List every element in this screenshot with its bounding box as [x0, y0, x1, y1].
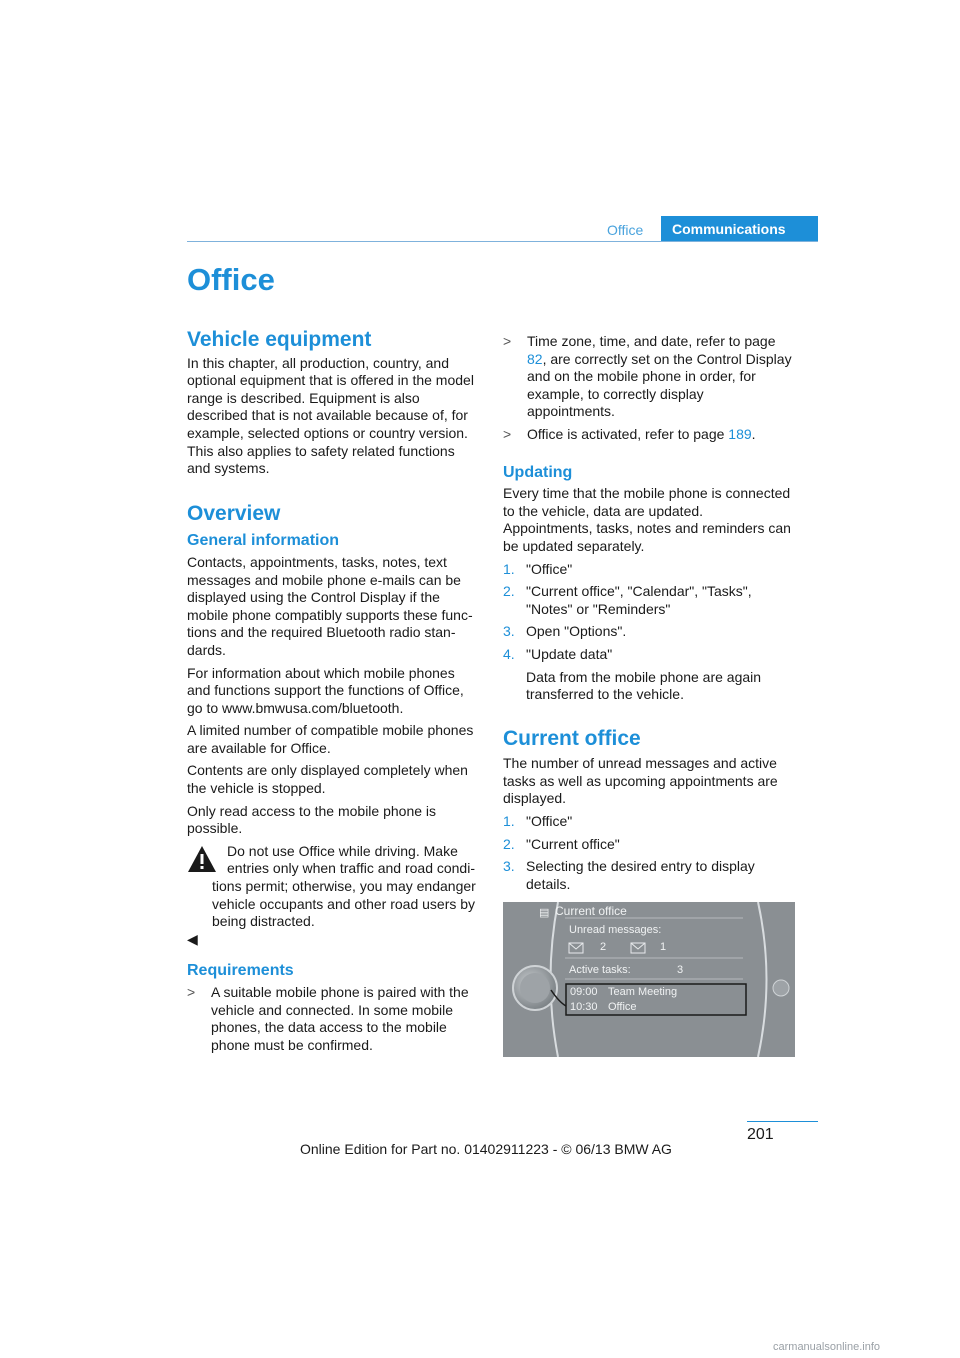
- heading-current-office: Current office: [503, 726, 641, 750]
- req2-text-b: , are correctly set on the Control Display and on the mobile phone in order, for example, to correctly display appointments.: [527, 350, 792, 420]
- left-column: [187, 328, 479, 1054]
- right-column: [503, 333, 795, 898]
- updating-step-3: [503, 623, 795, 641]
- step-number: 1.: [503, 560, 515, 577]
- step-number: 4.: [503, 645, 515, 662]
- requirement-item-2-text: [527, 333, 795, 421]
- warning-block: [187, 843, 479, 949]
- current-office-step-2: [503, 836, 795, 854]
- screen-title-icon: ▤: [539, 907, 550, 919]
- watermark: carmanualsonline.info: [773, 1341, 881, 1353]
- heading-vehicle-equipment: Vehicle equipment: [187, 328, 372, 351]
- unread-sms-count: 2: [600, 941, 607, 953]
- step-number: 2.: [503, 583, 515, 600]
- footer-divider: [747, 1121, 818, 1122]
- appointment-2-name[interactable]: Office: [608, 1001, 637, 1013]
- step-number: 3.: [503, 858, 515, 875]
- appointment-1-name[interactable]: Team Meeting: [608, 986, 678, 998]
- overview-p5: Only read access to the mobile phone is possible.: [187, 802, 437, 837]
- req3-text-b: .: [751, 425, 756, 442]
- updating-step-4: [503, 646, 795, 664]
- step-text: "Update data": [526, 645, 613, 662]
- step-text: "Office": [526, 560, 573, 577]
- warning-end-mark: ◀: [187, 930, 198, 947]
- current-office-text: The number of unread messages and active tasks as well as upcoming appointments are displayed.: [503, 755, 778, 807]
- header-section-label: Office: [607, 222, 644, 238]
- vehicle-equipment-text: In this chapter, all production, country, and optional equipment that is offered in the model range is described. Equipment is also described that is not available because of, for example, selected options or country version. This also applies to safety related functions and systems.: [187, 354, 474, 477]
- chapter-title: Office: [187, 262, 275, 297]
- overview-p4: Contents are only displayed completely when the vehicle is stopped.: [187, 762, 468, 797]
- requirement-item-3: [503, 426, 795, 444]
- heading-requirements: Requirements: [187, 962, 294, 980]
- req3-text-a: Office is activated, refer to page: [527, 425, 729, 442]
- page-link-82[interactable]: 82: [527, 350, 543, 367]
- heading-updating: Updating: [503, 463, 573, 481]
- step-text: Open "Options".: [526, 623, 627, 640]
- requirement-item-2: [503, 333, 795, 421]
- header-chapter-tab: Communications: [661, 216, 818, 242]
- screen-title: Current office: [555, 904, 627, 918]
- overview-p1: Contacts, appointments, tasks, notes, text messages and mobile phone e-mails can be displayed using the Control Display if the mobile phone compatibly supports these func-tions and the required Bluetooth radio stan-dards.: [187, 553, 473, 658]
- step-number: 3.: [503, 623, 515, 640]
- warning-text: Do not use Office while driving. Make entries only when traffic and road condi-tions permit; otherwise, you may endanger vehicle occupants and other road users by being distracted.: [212, 842, 476, 930]
- step-number: 2.: [503, 835, 515, 852]
- overview-p2: For information about which mobile phones and functions support the functions of Office, go to www.bmwusa.com/bluetooth.: [187, 664, 464, 716]
- step-text: "Office": [526, 813, 573, 830]
- appointment-2-time: 10:30: [570, 1001, 598, 1013]
- active-tasks-count: 3: [677, 964, 684, 976]
- unread-messages-label: Unread messages:: [569, 924, 662, 936]
- page-number: 201: [747, 1126, 774, 1143]
- step-number: 1.: [503, 813, 515, 830]
- current-office-step-3: [503, 858, 795, 893]
- active-tasks-label: Active tasks:: [569, 964, 631, 976]
- updating-text: Every time that the mobile phone is connected to the vehicle, data are updated. Appointments, tasks, notes and reminders can be updated separately.: [503, 485, 791, 554]
- requirement-item-3-text: [527, 426, 756, 444]
- updating-step-1: [503, 561, 795, 579]
- requirement-item-1-text: A suitable mobile phone is paired with the vehicle and connected. In some mobile phones, the data access to the mobile phone must be confirmed.: [211, 984, 469, 1053]
- warning-triangle-icon: [187, 845, 217, 873]
- bullet-marker: >: [503, 425, 512, 442]
- step-text: Selecting the desired entry to display details.: [526, 858, 755, 892]
- step-text: "Current office": [526, 835, 620, 852]
- unread-email-count: 1: [660, 941, 667, 953]
- heading-general-information: General information: [187, 532, 340, 550]
- control-display-screenshot: [503, 902, 795, 1057]
- current-office-step-1: [503, 813, 795, 831]
- page-link-189[interactable]: 189: [728, 425, 752, 442]
- updating-note: Data from the mobile phone are again transferred to the vehicle.: [526, 668, 762, 703]
- bullet-marker: >: [503, 333, 512, 349]
- step-text: "Current office", "Calendar", "Tasks", "Notes" or "Reminders": [526, 583, 752, 617]
- overview-p3: A limited number of compatible mobile phones are available for Office.: [187, 722, 474, 756]
- bullet-marker: >: [187, 984, 196, 1000]
- heading-overview: Overview: [187, 501, 281, 525]
- updating-step-2: [503, 583, 795, 618]
- appointment-1-time: 09:00: [570, 986, 598, 998]
- req2-text-a: Time zone, time, and date, refer to page: [527, 333, 776, 349]
- online-edition-note: Online Edition for Part no. 01402911223 - © 06/13 BMW AG: [300, 1141, 672, 1157]
- requirement-item-1: [187, 984, 479, 1054]
- header-divider: [187, 241, 818, 242]
